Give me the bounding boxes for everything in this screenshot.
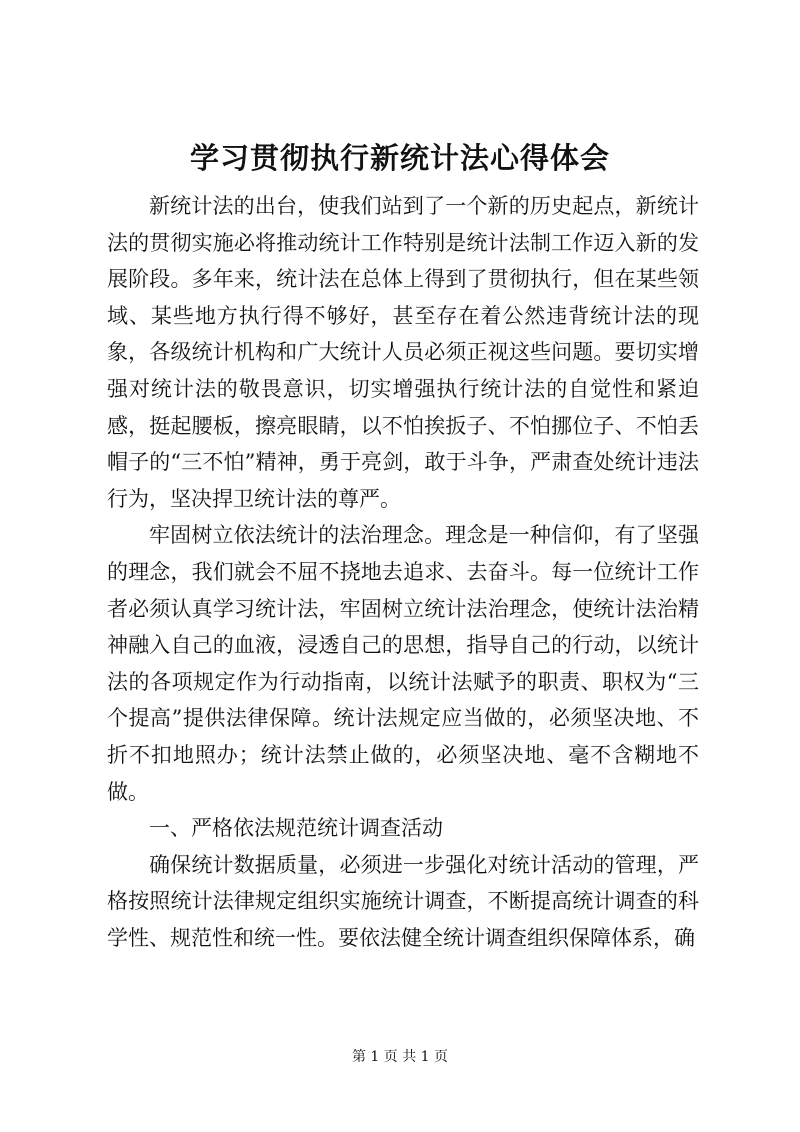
paragraph-data-quality: 确保统计数据质量，必须进一步强化对统计活动的管理，严格按照统计法律规定组织实施统计调查，不断提高统计调查的科学性、规范性和统一性。要依法健全统计调查组织保障体系，确: [107, 852, 699, 950]
document-title: 学习贯彻执行新统计法心得体会: [189, 141, 610, 175]
paragraph-legal-concept: 牢固树立依法统计的法治理念。理念是一种信仰，有了坚强的理念，我们就会不屈不挠地去追求、去奋斗。每一位统计工作者必须认真学习统计法，牢固树立统计法治理念，使统计法治精神融入自己的血液，浸透自己的思想，指导自己的行动，以统计法的各项规定作为行动指南，以统计法赋予的职责、职权为“三个提高”提供法律保障。统计法规定应当做的，必须坚决地、不折不扣地照办；统计法禁止做的，必须坚决地、毫不含糊地不做。: [107, 523, 699, 804]
document-body: [107, 188, 699, 956]
paragraph-intro: 新统计法的出台，使我们站到了一个新的历史起点，新统计法的贯彻实施必将推动统计工作特别是统计法制工作迈入新的发展阶段。多年来，统计法在总体上得到了贯彻执行，但在某些领域、某些地方执行得不够好，甚至存在着公然违背统计法的现象，各级统计机构和广大统计人员必须正视这些问题。要切实增强对统计法的敬畏意识，切实增强执行统计法的自觉性和紧迫感，挺起腰板，擦亮眼睛，以不怕挨扳子、不怕挪位子、不怕丢帽子的“三不怕”精神，勇于亮剑，敢于斗争，严肃查处统计违法行为，坚决捍卫统计法的尊严。: [107, 194, 699, 511]
page-number-footer: 第 1 页 共 1 页: [351, 1049, 449, 1065]
section-heading-1: 一、严格依法规范统计调查活动: [149, 816, 443, 841]
